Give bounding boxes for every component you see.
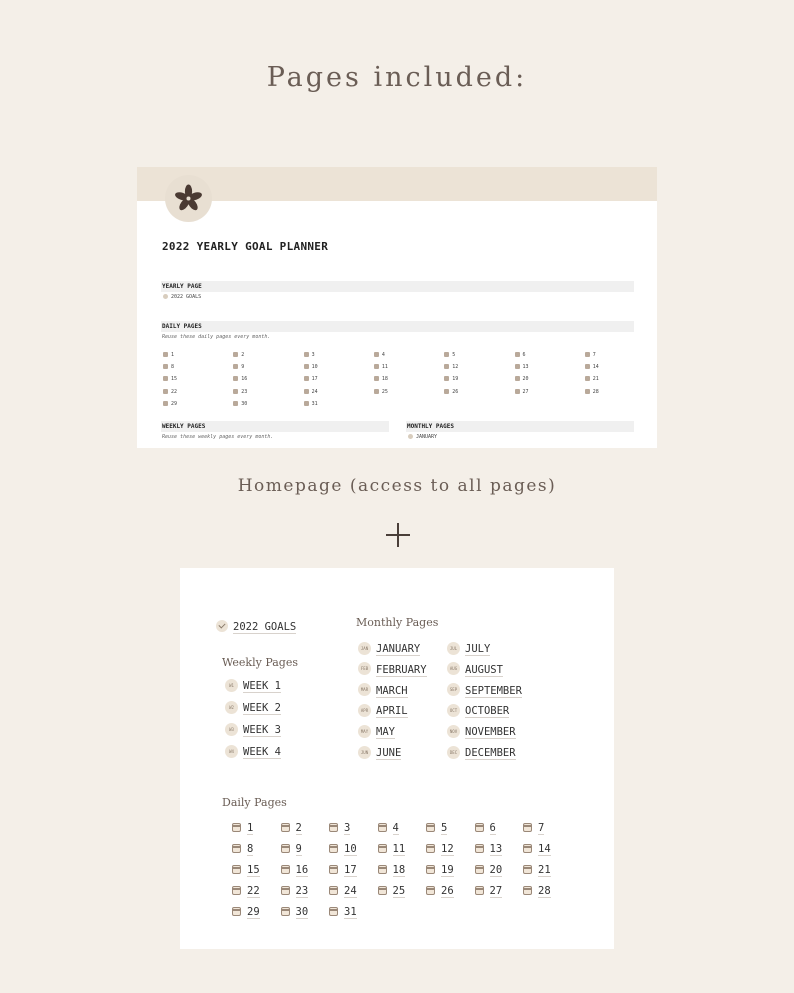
planner-title: 2022 YEARLY GOAL PLANNER — [162, 240, 329, 253]
month-label: AUGUST — [465, 663, 503, 676]
month-link[interactable] — [447, 703, 509, 719]
month-badge: JUL — [447, 642, 460, 655]
preview-day-link[interactable] — [233, 401, 247, 408]
flower-icon — [174, 184, 203, 213]
calendar-icon — [426, 844, 435, 853]
calendar-icon — [232, 844, 241, 853]
calendar-icon — [233, 401, 238, 406]
calendar-icon — [444, 352, 449, 357]
calendar-icon — [281, 886, 290, 895]
month-link[interactable] — [358, 724, 395, 740]
weekly-pages-label: Weekly Pages — [222, 656, 298, 669]
calendar-icon — [374, 389, 379, 394]
preview-month-january[interactable]: JANUARY — [408, 434, 437, 441]
day-label: 2 — [295, 822, 302, 834]
day-link[interactable] — [426, 862, 454, 878]
calendar-icon — [426, 886, 435, 895]
preview-day-label: 20 — [522, 376, 529, 383]
calendar-icon — [515, 352, 520, 357]
week-link[interactable] — [225, 722, 281, 738]
month-badge: APR — [358, 704, 371, 717]
weekly-section-header: WEEKLY PAGES — [161, 421, 389, 432]
day-link[interactable] — [232, 862, 260, 878]
preview-day-label: 17 — [311, 376, 318, 383]
month-badge: AUG — [447, 662, 460, 675]
preview-day-label: 8 — [171, 364, 175, 371]
preview-day-label: 16 — [241, 376, 248, 383]
preview-day-link[interactable] — [515, 364, 529, 371]
preview-day-link[interactable] — [444, 352, 455, 359]
calendar-icon — [515, 376, 520, 381]
calendar-icon — [523, 844, 532, 853]
calendar-icon — [523, 823, 532, 832]
preview-day-label: 26 — [452, 388, 459, 395]
month-badge: MAR — [358, 683, 371, 696]
plus-icon — [386, 523, 410, 547]
preview-day-link[interactable] — [163, 389, 177, 396]
month-link[interactable] — [358, 662, 427, 678]
preview-day-link[interactable] — [444, 389, 458, 396]
day-label: 19 — [441, 864, 454, 876]
preview-day-label: 28 — [592, 388, 599, 395]
preview-day-label: 9 — [241, 364, 245, 371]
calendar-icon — [233, 376, 238, 381]
calendar-icon — [378, 844, 387, 853]
preview-day-link[interactable] — [444, 364, 458, 371]
preview-day-link[interactable] — [233, 352, 244, 359]
calendar-icon — [304, 364, 309, 369]
month-link[interactable] — [447, 683, 522, 699]
page-icon — [165, 175, 212, 222]
preview-day-link[interactable] — [163, 352, 174, 359]
preview-day-link[interactable] — [515, 376, 529, 383]
calendar-icon — [523, 865, 532, 874]
day-label: 27 — [489, 885, 503, 897]
day-link[interactable] — [281, 904, 309, 920]
calendar-icon — [233, 352, 238, 357]
day-link[interactable] — [475, 841, 503, 857]
calendar-icon — [515, 389, 520, 394]
preview-day-link[interactable] — [304, 364, 318, 371]
calendar-icon — [378, 886, 387, 895]
preview-day-label: 10 — [311, 364, 318, 371]
calendar-icon — [281, 823, 290, 832]
month-link[interactable] — [358, 683, 408, 699]
month-label: SEPTEMBER — [465, 684, 522, 697]
calendar-icon — [232, 865, 241, 874]
month-badge: JUN — [358, 746, 371, 759]
preview-day-label: 18 — [381, 376, 388, 383]
day-link[interactable] — [426, 883, 454, 899]
day-link[interactable] — [281, 841, 302, 857]
day-link[interactable] — [232, 904, 260, 920]
month-badge: DEC — [447, 746, 460, 759]
calendar-icon — [304, 352, 309, 357]
day-link[interactable] — [378, 820, 399, 836]
preview-day-link[interactable] — [374, 376, 388, 383]
preview-day-label: 1 — [171, 352, 175, 358]
check-badge-icon — [163, 294, 168, 299]
calendar-icon — [523, 886, 532, 895]
day-label: 15 — [247, 864, 260, 876]
month-link[interactable] — [447, 641, 490, 657]
calendar-icon — [329, 865, 338, 874]
day-link[interactable] — [475, 883, 503, 899]
preview-day-link[interactable] — [374, 364, 388, 371]
preview-day-label: 22 — [171, 388, 178, 395]
day-label: 20 — [489, 864, 503, 876]
day-label: 5 — [441, 822, 448, 834]
calendar-icon — [444, 376, 449, 381]
daily-note: Reuse these daily pages every month. — [162, 334, 271, 340]
preview-day-link[interactable] — [585, 376, 599, 383]
calendar-icon — [444, 389, 449, 394]
monthly-section-header: MONTHLY PAGES — [406, 421, 634, 432]
calendar-icon — [163, 376, 168, 381]
month-badge: SEP — [447, 683, 460, 696]
preview-day-link[interactable] — [163, 364, 174, 371]
preview-day-link[interactable] — [304, 376, 318, 383]
cover-banner — [137, 167, 657, 201]
day-label: 9 — [295, 843, 302, 855]
preview-day-label: 5 — [452, 352, 456, 358]
day-label: 14 — [538, 843, 551, 855]
check-badge-icon — [216, 620, 228, 632]
day-link[interactable] — [232, 883, 260, 899]
day-label: 18 — [392, 864, 406, 876]
week-badge: W3 — [225, 723, 238, 736]
calendar-icon — [426, 823, 435, 832]
preview-day-label: 13 — [522, 364, 529, 371]
day-link[interactable] — [281, 820, 302, 836]
day-link[interactable] — [426, 820, 447, 836]
preview-day-label: 25 — [381, 388, 388, 395]
preview-day-label: 29 — [171, 400, 178, 407]
day-label: 31 — [344, 906, 357, 918]
week-label: WEEK 3 — [243, 724, 281, 736]
day-link[interactable] — [523, 841, 551, 857]
preview-day-label: 31 — [311, 400, 318, 407]
calendar-icon — [233, 389, 238, 394]
preview-day-label: 2 — [241, 352, 245, 358]
week-badge: W1 — [225, 679, 238, 692]
month-label: MARCH — [376, 684, 408, 697]
preview-day-label: 21 — [592, 376, 599, 383]
preview-day-label: 14 — [592, 364, 599, 371]
page-headline: Pages included: — [266, 62, 528, 93]
yearly-section-header: YEARLY PAGE — [161, 281, 634, 292]
week-link[interactable] — [225, 678, 281, 694]
day-link[interactable] — [329, 841, 357, 857]
day-label: 8 — [247, 843, 254, 855]
month-badge: OCT — [447, 704, 460, 717]
preview-day-label: 15 — [171, 376, 178, 383]
day-label: 4 — [392, 822, 399, 834]
daily-section-header: DAILY PAGES — [161, 321, 634, 332]
day-label: 22 — [247, 885, 260, 897]
week-link[interactable] — [225, 700, 281, 716]
day-label: 30 — [295, 906, 309, 918]
homepage-preview-card — [137, 167, 657, 448]
calendar-icon — [475, 823, 484, 832]
calendar-icon — [163, 389, 168, 394]
calendar-icon — [374, 364, 379, 369]
calendar-icon — [329, 823, 338, 832]
preview-day-link[interactable] — [163, 376, 177, 383]
day-label: 1 — [247, 822, 254, 834]
week-label: WEEK 1 — [243, 680, 281, 692]
month-link[interactable] — [447, 724, 516, 740]
calendar-icon — [585, 352, 590, 357]
day-link[interactable] — [329, 904, 357, 920]
calendar-icon — [281, 844, 290, 853]
preview-day-label: 30 — [241, 400, 248, 407]
month-link[interactable] — [358, 703, 408, 719]
day-label: 10 — [344, 843, 357, 855]
calendar-icon — [444, 364, 449, 369]
day-label: 16 — [295, 864, 309, 876]
day-link[interactable] — [378, 883, 406, 899]
month-link[interactable] — [358, 745, 401, 761]
day-label: 21 — [538, 864, 551, 876]
day-label: 28 — [538, 885, 551, 897]
preview-day-link[interactable] — [374, 389, 388, 396]
day-link[interactable] — [523, 883, 551, 899]
calendar-icon — [378, 865, 387, 874]
day-label: 6 — [489, 822, 496, 834]
month-link[interactable] — [447, 662, 503, 678]
month-label: OCTOBER — [465, 705, 510, 718]
day-label: 29 — [247, 906, 260, 918]
preview-day-link[interactable] — [163, 401, 177, 408]
day-link[interactable] — [378, 862, 406, 878]
month-badge: JAN — [358, 642, 371, 655]
day-link[interactable] — [329, 862, 357, 878]
month-label: JULY — [465, 643, 491, 655]
month-badge: FEB — [358, 662, 371, 675]
calendar-icon — [475, 865, 484, 874]
yearly-goals-link[interactable]: 2022 GOALS — [163, 294, 201, 301]
calendar-icon — [232, 886, 241, 895]
preview-day-label: 23 — [241, 388, 248, 395]
calendar-icon — [374, 376, 379, 381]
calendar-icon — [304, 401, 309, 406]
calendar-icon — [233, 364, 238, 369]
calendar-icon — [329, 844, 338, 853]
day-link[interactable] — [523, 820, 544, 836]
day-link[interactable] — [329, 883, 357, 899]
preview-day-label: 6 — [522, 352, 526, 358]
calendar-icon — [374, 352, 379, 357]
day-label: 25 — [392, 885, 406, 897]
day-link[interactable] — [232, 820, 253, 836]
calendar-icon — [475, 844, 484, 853]
calendar-icon — [163, 364, 168, 369]
calendar-icon — [304, 389, 309, 394]
preview-day-label: 7 — [592, 352, 596, 358]
month-label: MAY — [376, 726, 395, 739]
month-label: FEBRUARY — [376, 663, 427, 676]
month-label: DECEMBER — [465, 747, 516, 759]
day-link[interactable] — [329, 820, 350, 836]
calendar-icon — [585, 376, 590, 381]
day-link[interactable] — [232, 841, 253, 857]
preview-day-link[interactable] — [515, 389, 529, 396]
calendar-icon — [329, 886, 338, 895]
day-link[interactable] — [426, 841, 454, 857]
preview-day-link[interactable] — [304, 389, 318, 396]
preview-day-label: 19 — [452, 376, 459, 383]
homepage-caption: Homepage (access to all pages) — [237, 476, 557, 496]
month-label: JUNE — [376, 747, 402, 759]
day-link[interactable] — [475, 862, 503, 878]
month-badge: NOV — [447, 725, 460, 738]
week-link[interactable] — [225, 744, 281, 760]
calendar-icon — [163, 352, 168, 357]
calendar-icon — [585, 364, 590, 369]
preview-day-label: 12 — [452, 364, 459, 371]
goals-link[interactable]: 2022 GOALS — [216, 619, 296, 635]
monthly-pages-label: Monthly Pages — [356, 616, 439, 629]
preview-day-link[interactable] — [444, 376, 458, 383]
week-label: WEEK 2 — [243, 702, 281, 714]
day-label: 24 — [344, 885, 357, 897]
preview-day-link[interactable] — [304, 401, 318, 408]
day-label: 26 — [441, 885, 454, 897]
week-label: WEEK 4 — [243, 746, 281, 758]
weekly-note: Reuse these weekly pages every month. — [162, 434, 274, 440]
day-label: 17 — [344, 864, 357, 876]
day-link[interactable] — [523, 862, 551, 878]
day-link[interactable] — [475, 820, 496, 836]
month-label: NOVEMBER — [465, 726, 516, 739]
preview-day-label: 27 — [522, 388, 529, 395]
day-label: 23 — [295, 885, 309, 897]
calendar-icon — [281, 865, 290, 874]
calendar-icon — [281, 907, 290, 916]
preview-day-label: 11 — [381, 364, 388, 371]
preview-day-label: 4 — [381, 352, 385, 358]
daily-pages-label: Daily Pages — [222, 796, 287, 809]
calendar-icon — [329, 907, 338, 916]
preview-day-link[interactable] — [585, 389, 599, 396]
month-link[interactable] — [358, 641, 420, 657]
day-label: 3 — [344, 822, 351, 834]
preview-day-label: 3 — [311, 352, 315, 358]
preview-day-link[interactable] — [233, 389, 247, 396]
month-link[interactable] — [447, 745, 516, 761]
day-link[interactable] — [281, 883, 309, 899]
week-badge: W2 — [225, 701, 238, 714]
day-label: 7 — [538, 822, 545, 834]
day-label: 13 — [489, 843, 503, 855]
day-link[interactable] — [281, 862, 309, 878]
calendar-icon — [304, 376, 309, 381]
day-label: 12 — [441, 843, 454, 855]
preview-day-link[interactable] — [304, 352, 315, 359]
homepage-card — [180, 568, 614, 949]
day-link[interactable] — [378, 841, 406, 857]
day-label: 11 — [392, 843, 406, 855]
calendar-icon — [232, 907, 241, 916]
calendar-icon — [163, 401, 168, 406]
preview-day-link[interactable] — [233, 364, 244, 371]
month-label: JANUARY — [376, 643, 421, 655]
calendar-icon — [585, 389, 590, 394]
calendar-icon — [515, 364, 520, 369]
preview-day-link[interactable] — [233, 376, 247, 383]
calendar-icon — [232, 823, 241, 832]
calendar-icon — [475, 886, 484, 895]
preview-day-link[interactable] — [585, 364, 599, 371]
calendar-icon — [378, 823, 387, 832]
preview-day-link[interactable] — [585, 352, 596, 359]
month-badge: MAY — [358, 725, 371, 738]
calendar-icon — [426, 865, 435, 874]
preview-day-link[interactable] — [374, 352, 385, 359]
month-badge-icon — [408, 434, 413, 439]
month-label: APRIL — [376, 705, 408, 718]
preview-day-label: 24 — [311, 388, 318, 395]
week-badge: W4 — [225, 745, 238, 758]
preview-day-link[interactable] — [515, 352, 526, 359]
